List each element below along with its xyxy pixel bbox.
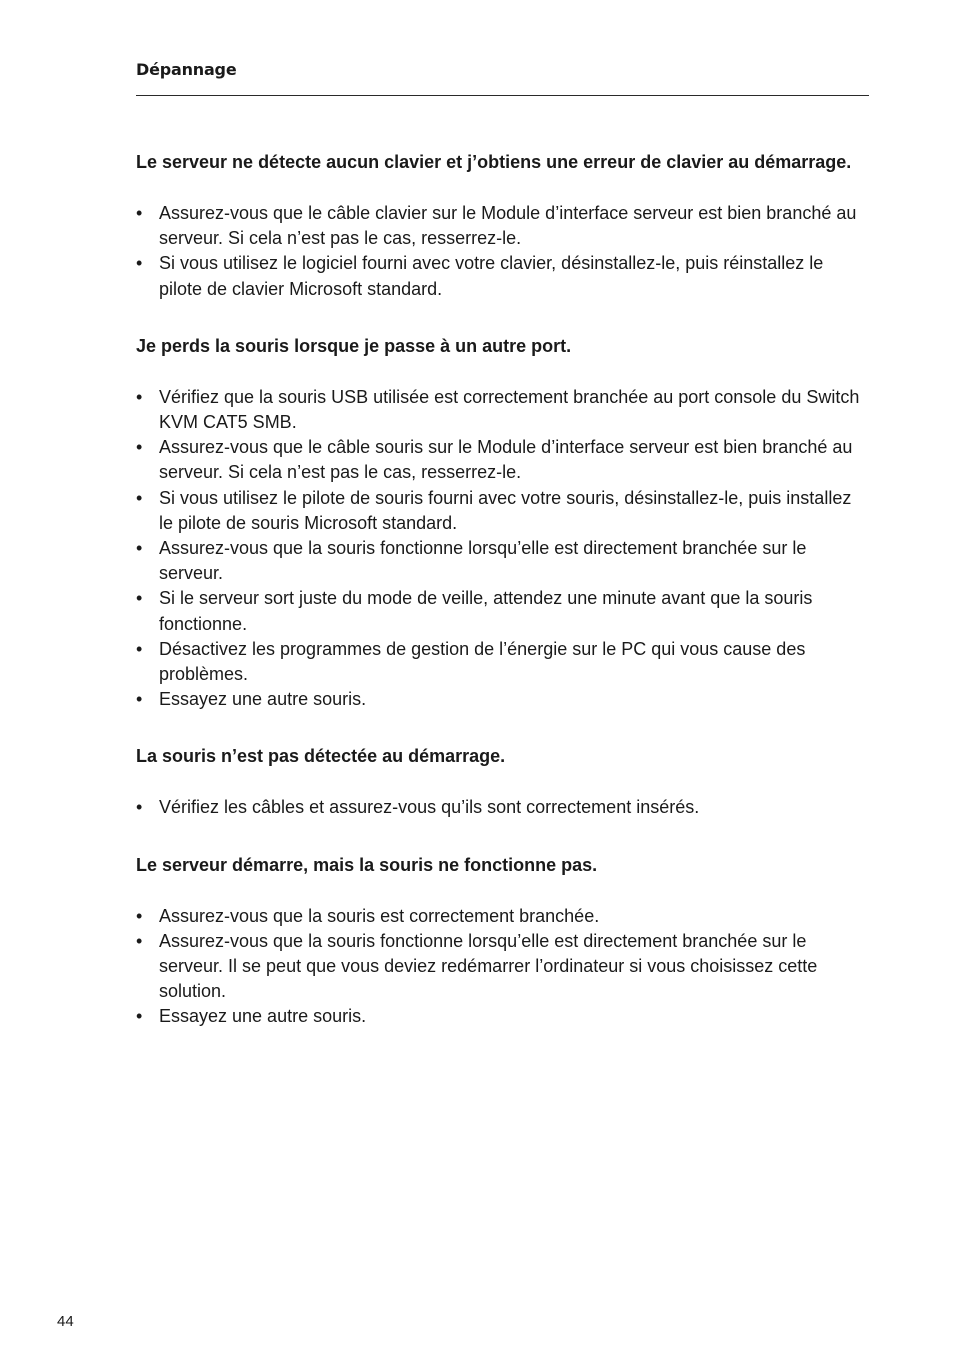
bullet-icon: • — [136, 487, 143, 508]
page-header — [136, 58, 869, 82]
section-keyboard-error — [136, 150, 869, 302]
bullet-list — [136, 201, 869, 302]
list-item — [136, 687, 869, 712]
bullet-icon: • — [136, 386, 143, 407]
list-item-text: Essayez une autre souris. — [159, 1006, 367, 1027]
list-item — [136, 486, 869, 536]
page-content — [136, 150, 869, 1030]
section-mouse-not-detected — [136, 744, 869, 820]
list-item — [136, 1004, 869, 1029]
list-item-text: Si vous utilisez le pilote de souris fourni avec votre souris, désinstallez-le, puis installez le pilote de souris Microsoft standard. — [159, 487, 852, 533]
section-mouse-lost-port — [136, 334, 869, 713]
list-item — [136, 929, 869, 1005]
list-item-text: Vérifiez les câbles et assurez-vous qu’ils sont correctement insérés. — [159, 797, 700, 818]
bullet-icon: • — [136, 203, 143, 223]
list-item — [136, 637, 869, 687]
bullet-icon: • — [136, 1006, 143, 1027]
list-item-text: Vérifiez que la souris USB utilisée est correctement branchée au port console du Switch KVM CAT5 SMB. — [159, 386, 860, 433]
list-item-text: Si vous utilisez le logiciel fourni avec votre clavier, désinstallez-le, puis réinstallez le pilote de clavier Microsoft standard. — [159, 253, 824, 299]
list-item-text: Assurez-vous que la souris fonctionne lorsqu’elle est directement branchée sur le serveur. — [159, 538, 807, 584]
list-item — [136, 385, 869, 435]
list-item — [136, 586, 869, 636]
page-number: 44 — [57, 1313, 74, 1330]
list-item — [136, 435, 869, 485]
bullet-icon: • — [136, 437, 143, 458]
list-item-text: Essayez une autre souris. — [159, 689, 367, 710]
bullet-list — [136, 904, 869, 1030]
bullet-icon: • — [136, 253, 143, 274]
list-item-text: Si le serveur sort juste du mode de veille, attendez une minute avant que la souris fonctionne. — [159, 588, 813, 634]
section-heading: Le serveur ne détecte aucun clavier et j’obtiens une erreur de clavier au démarrage. — [136, 152, 852, 172]
bullet-list — [136, 385, 869, 713]
list-item-text: Assurez-vous que la souris est correctement branchée. — [159, 905, 600, 926]
bullet-icon: • — [136, 638, 143, 659]
section-mouse-not-working — [136, 853, 869, 1030]
list-item — [136, 904, 869, 929]
list-item-text: Désactivez les programmes de gestion de l’énergie sur le PC qui vous cause des problèmes. — [159, 638, 806, 685]
list-item-text: Assurez-vous que le câble clavier sur le Module d’interface serveur est bien branché au serveur. Si cela n’est pas le cas, resserrez-le. — [159, 203, 857, 249]
section-heading: La souris n’est pas détectée au démarrage. — [136, 746, 506, 767]
section-heading: Je perds la souris lorsque je passe à un autre port. — [136, 335, 572, 356]
bullet-icon: • — [136, 538, 143, 559]
bullet-icon: • — [136, 689, 143, 710]
bullet-icon: • — [136, 930, 143, 951]
list-item — [136, 795, 869, 820]
header-title: Dépannage — [136, 60, 237, 79]
list-item-text: Assurez-vous que la souris fonctionne lorsqu’elle est directement branchée sur le serveur. Il se peut que vous deviez redémarrer l’ordinateur si vous choisissez cette solution. — [159, 930, 818, 1002]
header-rule — [136, 95, 869, 96]
list-item — [136, 536, 869, 586]
bullet-list — [136, 795, 869, 820]
bullet-icon: • — [136, 797, 143, 818]
list-item-text: Assurez-vous que le câble souris sur le Module d’interface serveur est bien branché au serveur. Si cela n’est pas le cas, resserrez-le. — [159, 437, 853, 483]
bullet-icon: • — [136, 905, 143, 926]
list-item — [136, 251, 869, 301]
section-heading: Le serveur démarre, mais la souris ne fonctionne pas. — [136, 854, 598, 875]
list-item — [136, 201, 869, 251]
bullet-icon: • — [136, 588, 143, 609]
